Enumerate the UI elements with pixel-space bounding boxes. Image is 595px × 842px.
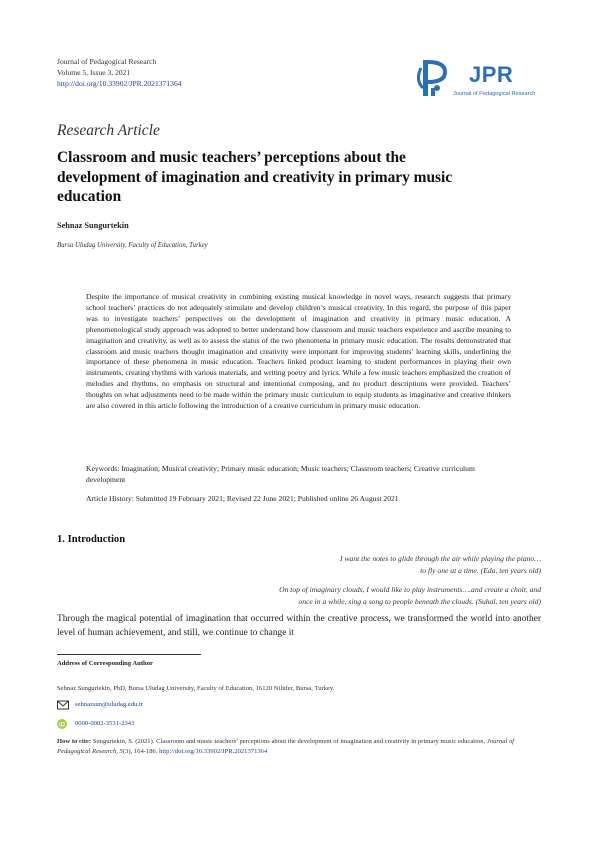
- jp-monogram-icon: [417, 58, 453, 98]
- abstract: Despite the importance of musical creativity in combining existing musical knowledge in novel ways, research suggests that primary school teachers’ practices do not adequately stimulate and develop children’s musical creativity. In this regard, the purpose of this paper was to investigate teachers’ perspectives on the development of imagination and creativity in primary music education. A phenomenological study approach was adopted to better understand how classroom and music teachers experience and ascribe meaning to imagination and creativity, as well as to assess the status of the two phenomena in primary music education. The results demonstrated that classroom and music teachers thought imagination and creativity were important for improving students’ learning skills, underlining the importance of these phenomena in music education. Teachers linked product learning to student performances in playing their own instruments, creating rhythms with various materials, and writing poetry and lyrics. While a few music teachers emphasized the creation of melodies and rhythms, no emphasis on structural and intentional composing, and no product descriptions were provided. Teachers’ thoughts on what adjustments need to be made within the primary music curriculum to equip students as imaginative and creative thinkers are also covered in this article following the introduction of a creative curriculum in primary music education.: [86, 292, 511, 411]
- article-title: Classroom and music teachers’ perceptions about the development of imagination and creativity in primary music education: [57, 149, 453, 205]
- quote-line: once in a while, sing a song to people beneath the clouds. (Suhal, ten years old): [298, 596, 541, 606]
- author-name: Sehnaz Sungurtekin: [57, 221, 129, 230]
- citation-journal: Journal of Pedagogical Research, 5: [57, 738, 515, 755]
- correspondence-address: Sehnaz Sungurtekin, PhD, Bursa Uludag University, Faculty of Education, 16120 Nilüfer, Bursa, Turkey.: [57, 685, 335, 692]
- envelope-icon: [57, 700, 69, 710]
- epigraph-quote-2: [57, 584, 541, 607]
- logo-abbr: JPR: [469, 62, 514, 87]
- svg-text:iD: iD: [59, 722, 65, 729]
- logo-subtitle: Journal of Pedagogical Research: [453, 91, 536, 97]
- orcid-icon: [57, 719, 67, 729]
- citation-text: Sungurtekin, S. (2021). Classroom and music teachers’ perceptions about the development of imagination and creativity in primary music education.: [91, 738, 487, 745]
- orcid-link[interactable]: 0000-0002-3531-2343: [75, 720, 135, 727]
- section-heading: 1. Introduction: [57, 534, 126, 545]
- quote-line: I want the notes to glide through the air while playing the piano…: [340, 554, 541, 563]
- journal-header: [57, 56, 182, 89]
- journal-volume-issue: Volume 5, Issue 3, 2021: [57, 68, 131, 77]
- quote-line: to fly one at a time. (Eda, ten years old): [420, 565, 541, 575]
- quote-line: On top of imaginary clouds, I would like to play instruments….and create a choir, and: [279, 585, 541, 594]
- journal-logo: [417, 58, 545, 102]
- citation-pages: (3), 164-186.: [122, 748, 160, 755]
- keywords: Keywords: Imagination; Musical creativity; Primary music education; Music teachers; Classroom teachers; Creative curriculum development: [86, 464, 475, 484]
- author-affiliation: Bursa Uludag University, Faculty of Education, Turkey: [57, 242, 208, 249]
- journal-name: Journal of Pedagogical Research: [57, 57, 157, 66]
- body-paragraph: Through the magical potential of imagination that occurred within the creative process, we transformed the world into another level of human achievement, and still, we continue to change it: [57, 614, 541, 638]
- article-history: Article History: Submitted 19 February 2021; Revised 22 June 2021; Published online 26 August 2021: [86, 494, 399, 503]
- epigraph-quote-1: [57, 553, 541, 576]
- citation-label: How to cite:: [57, 738, 92, 745]
- citation-doi-link[interactable]: http://doi.org/10.33902/JPR.2021371364: [159, 748, 268, 755]
- journal-doi-link[interactable]: http://doi.org/10.33902/JPR.2021371364: [57, 79, 182, 88]
- footnote-divider: [57, 654, 201, 655]
- citation: [57, 737, 541, 757]
- email-link[interactable]: sehnazsun@uludag.edu.tr: [75, 701, 143, 708]
- article-type: Research Article: [57, 122, 160, 139]
- correspondence-heading: Address of Corresponding Author: [57, 660, 153, 667]
